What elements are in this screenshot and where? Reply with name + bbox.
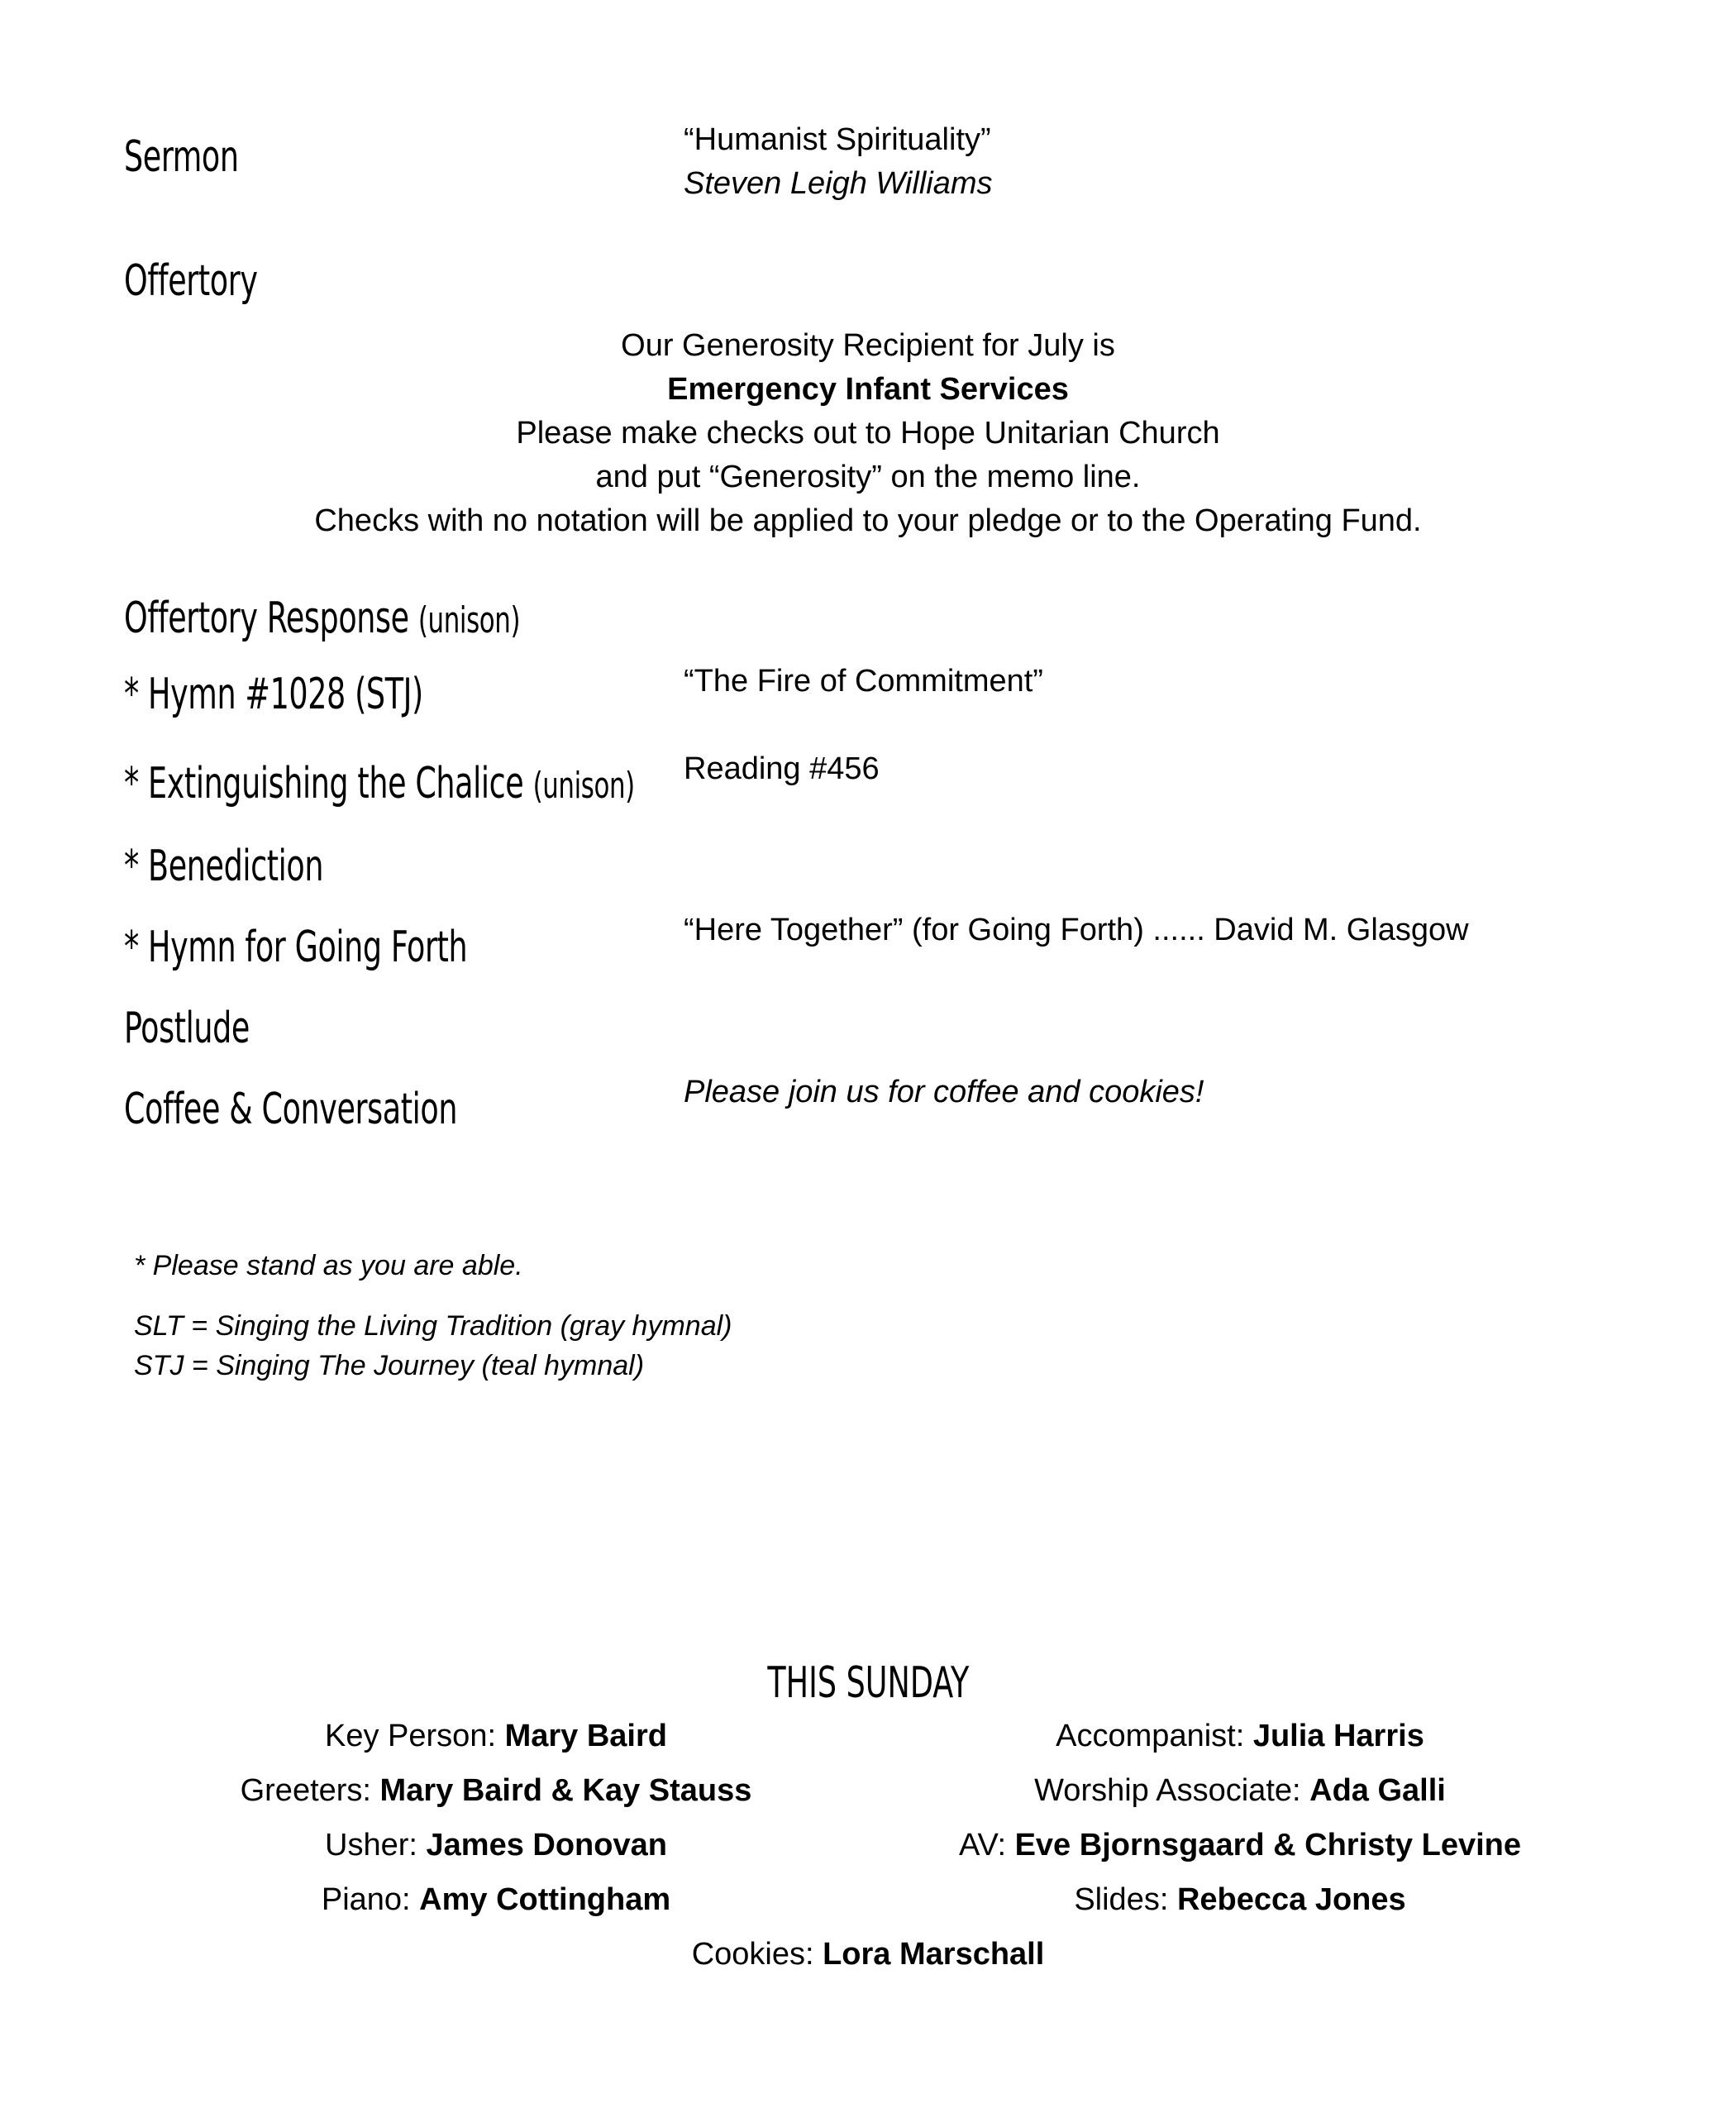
offertory-response-label: Offertory Response bbox=[124, 594, 409, 643]
volunteer-name: Mary Baird bbox=[504, 1719, 667, 1753]
volunteer-name: Julia Harris bbox=[1252, 1719, 1424, 1753]
volunteer-entry bbox=[868, 1763, 1612, 1818]
hymn-1028-heading: * Hymn #1028 (STJ) bbox=[124, 670, 423, 719]
volunteers-left-column bbox=[165, 1709, 827, 1927]
volunteer-entry bbox=[165, 1872, 827, 1927]
postlude-heading: Postlude bbox=[124, 1004, 250, 1053]
offertory-note-line: and put “Generosity” on the memo line. bbox=[595, 460, 1141, 494]
unison-note: (unison) bbox=[417, 599, 521, 641]
volunteer-role: Worship Associate: bbox=[1034, 1773, 1310, 1808]
hymn-1028-title: “The Fire of Commitment” bbox=[684, 664, 1043, 699]
offertory-note-line: Our Generosity Recipient for July is bbox=[621, 328, 1115, 363]
volunteer-entry bbox=[868, 1872, 1612, 1927]
this-sunday-section-title-wrap bbox=[0, 1658, 1736, 1708]
offertory-response-heading bbox=[124, 594, 520, 643]
volunteer-entry bbox=[868, 1709, 1612, 1763]
hymn-going-forth-heading: * Hymn for Going Forth bbox=[124, 923, 468, 972]
volunteer-role: Piano: bbox=[321, 1882, 420, 1917]
sermon-heading: Sermon bbox=[124, 132, 239, 182]
volunteer-name: Eve Bjornsgaard & Christy Levine bbox=[1014, 1828, 1521, 1862]
hymn-going-forth-title: “Here Together” (for Going Forth) ...... David M. Glasgow bbox=[684, 913, 1469, 947]
volunteer-role: AV: bbox=[959, 1828, 1015, 1862]
volunteer-role: Cookies: bbox=[691, 1937, 823, 1972]
volunteer-entry bbox=[165, 1763, 827, 1818]
extinguishing-chalice-label: * Extinguishing the Chalice bbox=[124, 759, 524, 808]
volunteers-right-column bbox=[868, 1709, 1612, 1927]
coffee-invitation: Please join us for coffee and cookies! bbox=[684, 1075, 1204, 1109]
stand-footnote: * Please stand as you are able. bbox=[134, 1250, 523, 1281]
volunteer-name: Ada Galli bbox=[1309, 1773, 1446, 1808]
volunteer-entry bbox=[165, 1818, 827, 1872]
unison-note: (unison) bbox=[532, 765, 635, 807]
volunteer-name: Amy Cottingham bbox=[419, 1882, 671, 1917]
volunteer-entry bbox=[868, 1818, 1612, 1872]
this-sunday-title: THIS SUNDAY bbox=[767, 1658, 969, 1708]
benediction-heading: * Benediction bbox=[124, 842, 324, 891]
volunteer-role: Greeters: bbox=[240, 1773, 380, 1808]
generosity-recipient: Emergency Infant Services bbox=[667, 372, 1069, 407]
extinguishing-chalice-heading bbox=[124, 759, 635, 808]
stj-footnote: STJ = Singing The Journey (teal hymnal) bbox=[134, 1350, 645, 1381]
offertory-note-line: Checks with no notation will be applied to your pledge or to the Operating Fund. bbox=[314, 503, 1422, 538]
volunteer-role: Accompanist: bbox=[1056, 1719, 1253, 1753]
volunteer-name: Rebecca Jones bbox=[1176, 1882, 1406, 1917]
offertory-heading: Offertory bbox=[124, 256, 258, 306]
volunteer-entry bbox=[165, 1709, 827, 1763]
volunteer-role: Usher: bbox=[325, 1828, 427, 1862]
volunteer-role: Key Person: bbox=[325, 1719, 505, 1753]
sermon-title: “Humanist Spirituality” bbox=[684, 122, 991, 157]
slt-footnote: SLT = Singing the Living Tradition (gray hymnal) bbox=[134, 1310, 732, 1342]
coffee-heading: Coffee & Conversation bbox=[124, 1085, 458, 1134]
offertory-note-line: Please make checks out to Hope Unitarian Church bbox=[516, 416, 1220, 451]
chalice-reading: Reading #456 bbox=[684, 751, 880, 786]
volunteer-role: Slides: bbox=[1074, 1882, 1177, 1917]
cookies-entry bbox=[0, 1927, 1736, 1982]
volunteer-name: Lora Marschall bbox=[823, 1937, 1045, 1972]
offertory-note bbox=[0, 324, 1736, 543]
volunteer-name: James Donovan bbox=[426, 1828, 667, 1862]
volunteer-name: Mary Baird & Kay Stauss bbox=[379, 1773, 752, 1808]
sermon-speaker: Steven Leigh Williams bbox=[684, 166, 993, 201]
